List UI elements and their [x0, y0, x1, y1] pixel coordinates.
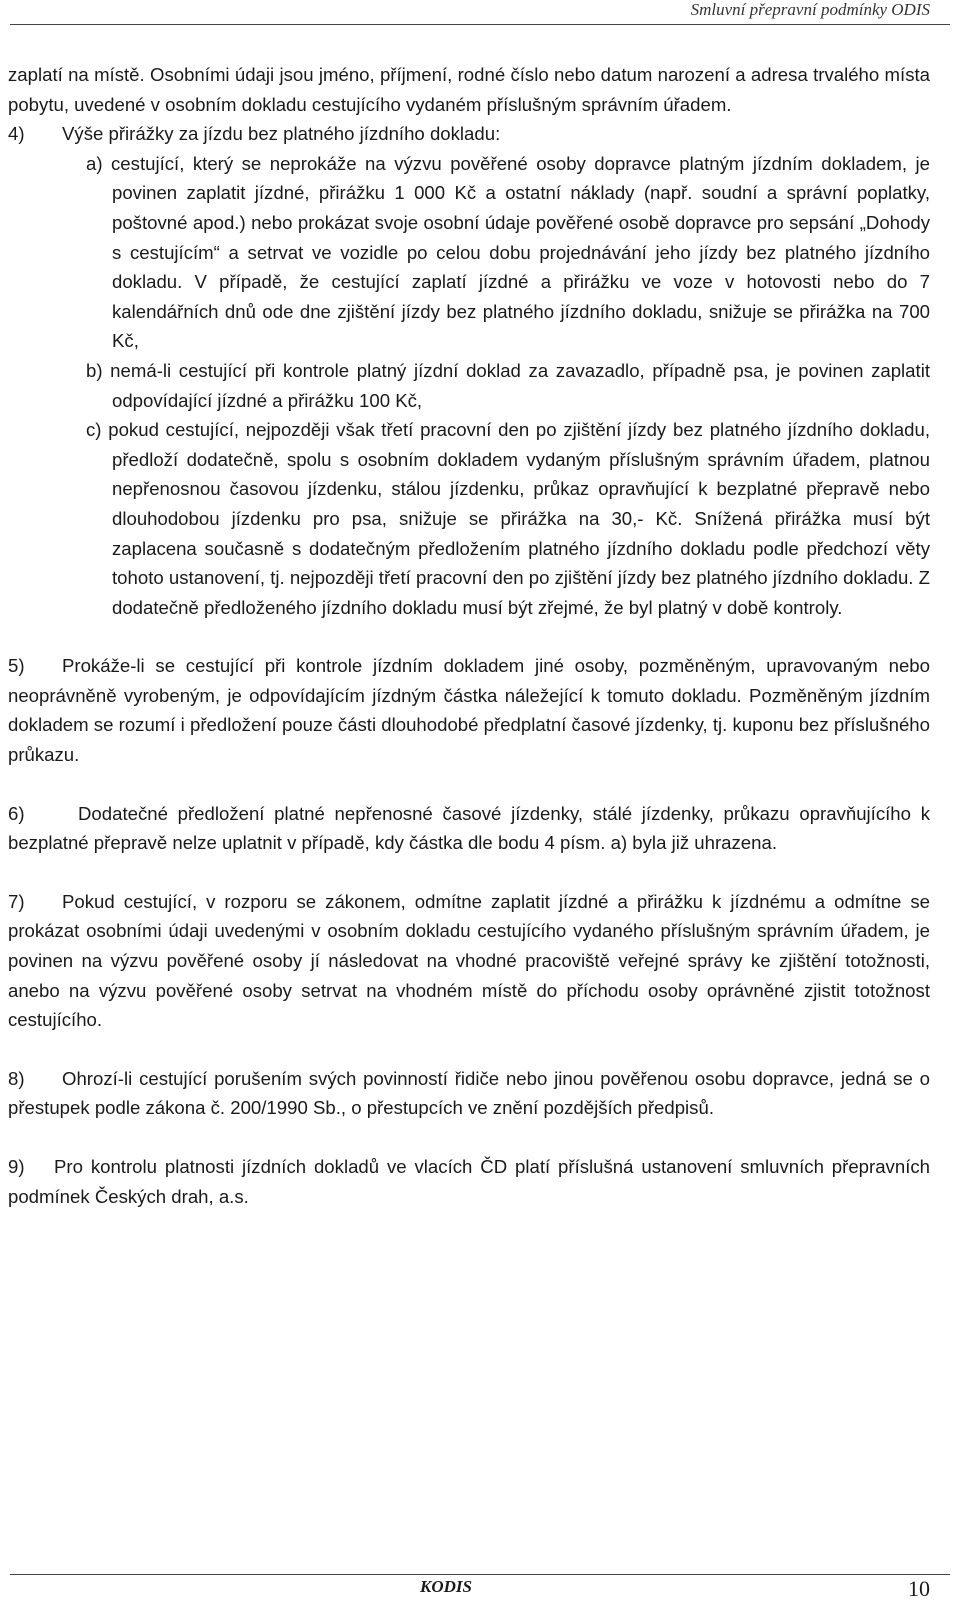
paragraph-4: [8, 119, 930, 149]
header-divider: [10, 24, 950, 25]
paragraph-4-number: 4): [8, 123, 25, 145]
paragraph-7-number: 7): [8, 890, 25, 912]
spacer: [8, 1035, 930, 1064]
paragraph-6: [8, 799, 930, 858]
paragraph-4-text: Výše přirážky za jízdu bez platného jízdního dokladu:: [62, 123, 501, 145]
paragraph-9-text: Pro kontrolu platnosti jízdních dokladů ve vlacích ČD platí příslušná ustanovení smluvních přepravních podmínek Českých drah, a.s.: [8, 1156, 930, 1207]
paragraph-5-number: 5): [8, 655, 25, 677]
paragraph-7: [8, 887, 930, 1035]
spacer: [8, 770, 930, 799]
page-header-title: Smluvní přepravní podmínky ODIS: [690, 0, 930, 19]
paragraph-9: [8, 1152, 930, 1211]
paragraph-6-number: 6): [8, 802, 25, 824]
paragraph-8-text: Ohrozí-li cestující porušením svých povinností řidiče nebo jinou pověřenou osobu dopravce, jedná se o přestupek podle zákona č. 200/1990 Sb., o přestupcích ve znění pozdějších předpisů.: [8, 1067, 930, 1119]
paragraph-9-number: 9): [8, 1156, 25, 1177]
paragraph-8: [8, 1064, 930, 1123]
paragraph-4a: a) cestující, který se neprokáže na výzvu pověřené osoby dopravce platným jízdním dokladem, je povinen zaplatit jízdné, přirážku 1 000 Kč a ostatní náklady (např. soudní a správní poplatky, poštovné apod.) nebo prokázat svoje osobní údaje pověřené osobě dopravce pro sepsání „Dohody s cestujícím“ a setrvat ve vozidle po celou dobu projednávání jeho jízdy bez platného jízdního dokladu. V případě, že cestující zaplatí jízdné a přirážku ve voze v hotovosti nebo do 7 kalendářních dnů ode dne zjištění jízdy bez platného jízdního dokladu, snižuje se přirážka na 700 Kč,: [86, 152, 930, 352]
paragraph-6-text: Dodatečné předložení platné nepřenosné časové jízdenky, stálé jízdenky, průkazu opravňujícího k bezplatné přepravě nelze uplatnit v případě, kdy částka dle bodu 4 písm. a) byla již uhrazena.: [8, 802, 930, 854]
paragraph-8-number: 8): [8, 1067, 25, 1089]
paragraph-4c: c) pokud cestující, nejpozději však třetí pracovní den po zjištění jízdy bez platného jízdního dokladu, předloží dodatečně, spolu s osobním dokladem vydaným příslušným správním úřadem, platnou nepřenosnou časovou jízdenku, stálou jízdenku, průkaz opravňující k bezplatné přepravě nebo dlouhodobou jízdenku pro psa, snižuje se přirážka na 30,- Kč. Snížená přirážka musí být zaplacena současně s dodatečným předložením platného jízdního dokladu podle předchozí věty tohoto ustanovení, tj. nejpozději třetí pracovní den po zjištění jízdy bez platného jízdního dokladu. Z dodatečně předloženého jízdního dokladu musí být zřejmé, že byl platný v době kontroly.: [86, 419, 930, 618]
footer-divider: [10, 1574, 950, 1575]
paragraph-5-text: Prokáže-li se cestující při kontrole jízdním dokladem jiné osoby, pozměněným, upravovaným nebo neoprávněně vyrobeným, je odpovídajícím jízdným částka náležející k tomuto dokladu. Pozměněným jízdním dokladem se rozumí i předložení pouze části dlouhodobé předplatní časové jízdenky, tj. kuponu bez příslušného průkazu.: [8, 655, 930, 766]
page-number: 10: [908, 1576, 930, 1601]
intro-paragraph: zaplatí na místě. Osobními údaji jsou jméno, příjmení, rodné číslo nebo datum narození a adresa trvalého místa pobytu, uvedené v osobním dokladu cestujícího vydaném příslušným správním úřadem.: [8, 64, 930, 115]
paragraph-4b: b) nemá-li cestující při kontrole platný jízdní doklad za zavazadlo, případně psa, je povinen zaplatit odpovídající jízdné a přirážku 100 Kč,: [86, 359, 930, 411]
footer-brand: KODIS: [420, 1577, 472, 1596]
document-body: [8, 60, 930, 1211]
spacer: [8, 622, 930, 651]
paragraph-7-text: Pokud cestující, v rozporu se zákonem, odmítne zaplatit jízdné a přirážku k jízdnému a odmítne se prokázat osobními údaji uvedenými v osobním dokladu cestujícího vydaného příslušným správním úřadem, je povinen na výzvu pověřené osoby jí následovat na vhodné pracoviště veřejné správy ke zjištění totožnosti, anebo na výzvu pověřené osoby setrvat na vhodném místě do příchodu osoby oprávněné zjistit totožnost cestujícího.: [8, 890, 930, 1031]
spacer: [8, 1123, 930, 1152]
spacer: [8, 858, 930, 887]
paragraph-5: [8, 651, 930, 769]
